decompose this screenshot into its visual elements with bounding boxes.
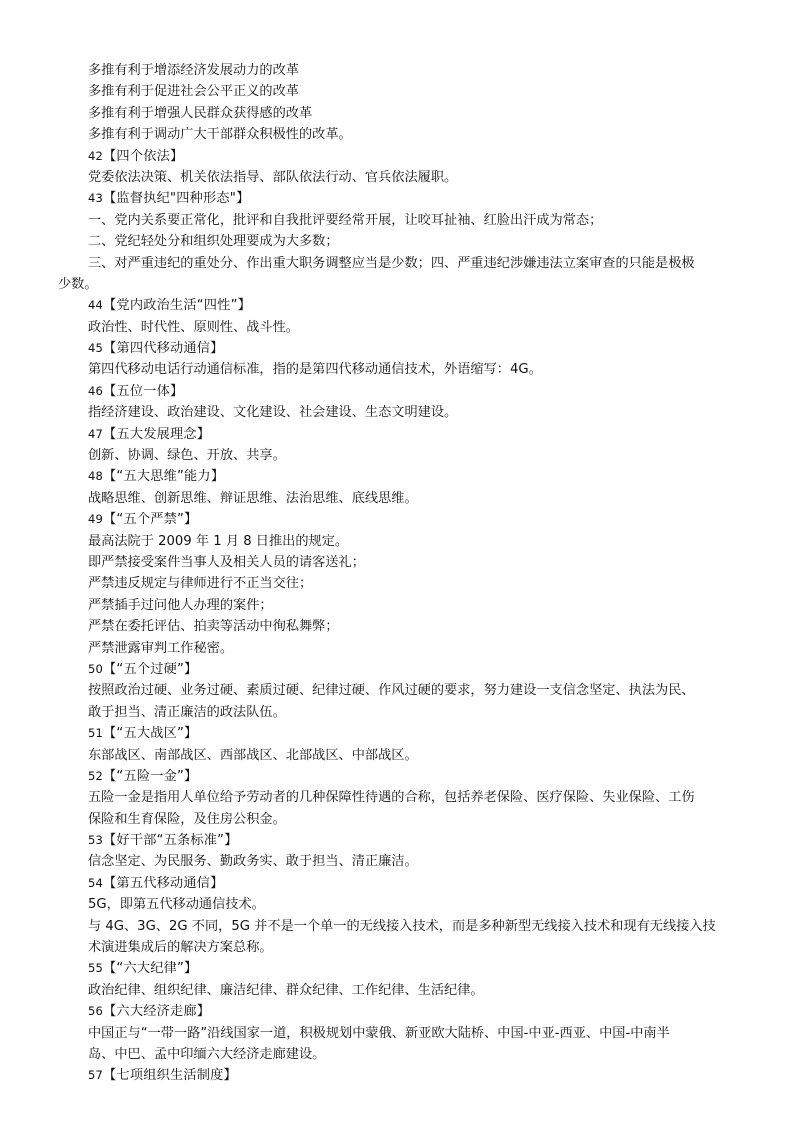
body-text-line: 五险一金是指用人单位给予劳动者的几种保障性待遇的合称，包括养老保险、医疗保险、失业保险、工伤: [88, 790, 695, 806]
section-heading: [0, 830, 794, 851]
body-text-line: 多推有利于促进社会公平正义的改革: [88, 84, 299, 100]
body-text-line: 5G，即第五代移动通信技术。: [88, 897, 265, 913]
section-number: 46: [88, 383, 104, 398]
body-text-line: 二、党纪轻处分和组织处理要成为大多数；: [88, 234, 339, 250]
section-title: 【五大发展理念】: [103, 426, 211, 442]
body-text-line: 敢于担当、清正廉洁的政法队伍。: [88, 704, 286, 720]
section-title: 【“五个过硬”】: [103, 661, 198, 677]
body-text-line: 多推有利于增添经济发展动力的改革: [88, 63, 299, 78]
section-title: 【“五大思维”能力】: [103, 469, 225, 485]
body-text-line: 严禁泄露审判工作秘密。: [88, 640, 234, 656]
body-text-line: 严禁插手过问他人办理的案件；: [88, 597, 273, 613]
section-number: 42: [88, 148, 104, 163]
section-number: 53: [88, 833, 104, 848]
section-title: 【监督执纪"四种形态"】: [103, 191, 250, 207]
section-title: 【七项组织生活制度】: [103, 1068, 237, 1084]
body-text-line: 政治性、时代性、原则性、战斗性。: [88, 319, 299, 335]
section-title: 【“五个严禁”】: [103, 512, 198, 528]
section-number: 47: [88, 426, 104, 441]
section-number: 43: [88, 191, 104, 206]
body-text-line: 指经济建设、政治建设、文化建设、社会建设、生态文明建设。: [88, 405, 458, 421]
section-number: 54: [88, 875, 104, 890]
section-number: 55: [88, 961, 104, 976]
body-text-line: 战略思维、创新思维、辩证思维、法治思维、底线思维。: [88, 490, 418, 506]
section-heading: [0, 466, 794, 487]
section-heading: [0, 509, 794, 530]
section-number: 52: [88, 768, 104, 783]
section-heading: [0, 295, 794, 316]
section-number: 51: [88, 726, 104, 741]
section-number: 49: [88, 512, 104, 527]
section-heading: [0, 958, 794, 979]
body-text-line: 保险和生育保险，及住房公积金。: [88, 811, 286, 827]
body-text-line: 三、对严重违纪的重处分、作出重大职务调整应当是少数；四、严重违纪涉嫌违法立案审查的只能是极极: [88, 255, 695, 271]
section-title: 【六大经济走廊】: [103, 1004, 211, 1020]
section-heading: [0, 1065, 794, 1086]
section-heading: [0, 1001, 794, 1022]
body-text-line: 中国正与“一带一路”沿线国家一道，积极规划中蒙俄、新亚欧大陆桥、中国-中亚-西亚、中国-中南半: [88, 1025, 670, 1041]
section-heading: [0, 188, 794, 209]
body-text-line: 一、党内关系要正常化，批评和自我批评要经常开展，让咬耳扯袖、红脸出汗成为常态；: [88, 212, 603, 228]
body-text-line: 最高法院于 2009 年 1 月 8 日推出的规定。: [88, 533, 349, 549]
section-title: 【“五险一金”】: [103, 768, 198, 784]
body-text-line: 与 4G、3G、2G 不同，5G 并不是一个单一的无线接入技术，而是多种新型无线接入技术和现有无线接入技: [88, 918, 716, 934]
section-number: 45: [88, 341, 104, 356]
body-text-line: 多推有利于增强人民群众获得感的改革: [88, 105, 313, 121]
body-text-line: 东部战区、南部战区、西部战区、北部战区、中部战区。: [88, 747, 418, 763]
body-text-line: 岛、中巴、孟中印缅六大经济走廊建设。: [88, 1046, 326, 1062]
section-heading: [0, 338, 794, 359]
section-heading: [0, 873, 794, 894]
body-text-line: 创新、协调、绿色、开放、共享。: [88, 448, 286, 464]
section-heading: [0, 766, 794, 787]
body-text-line: 即严禁接受案件当事人及相关人员的请客送礼；: [88, 554, 365, 570]
body-text-line: 政治纪律、组织纪律、廉洁纪律、群众纪律、工作纪律、生活纪律。: [88, 982, 484, 998]
section-number: 48: [88, 469, 104, 484]
section-title: 【四个依法】: [103, 148, 184, 164]
document-page: [0, 60, 794, 1087]
body-text-line: 严禁违反规定与律师进行不正当交往；: [88, 576, 313, 592]
section-number: 44: [88, 298, 104, 313]
body-text-line: 信念坚定、为民服务、勤政务实、敢于担当、清正廉洁。: [88, 854, 418, 870]
body-text-line: 术演进集成后的解决方案总称。: [88, 940, 273, 956]
section-title: 【党内政治生活“四性”】: [103, 298, 251, 314]
section-title: 【“六大纪律”】: [103, 961, 198, 977]
section-heading: [0, 381, 794, 402]
body-text-line: 少数。: [58, 276, 98, 292]
body-text-line: 多推有利于调动广大干部群众积极性的改革。: [88, 127, 352, 143]
section-title: 【“五大战区”】: [103, 726, 198, 742]
section-title: 【五位一体】: [103, 383, 184, 399]
section-number: 57: [88, 1068, 104, 1083]
section-number: 56: [88, 1004, 104, 1019]
section-heading: [0, 424, 794, 445]
body-text-line: 第四代移动电话行动通信标准，指的是第四代移动通信技术，外语缩写：4G。: [88, 362, 542, 378]
section-title: 【第五代移动通信】: [103, 875, 224, 891]
section-title: 【第四代移动通信】: [103, 341, 224, 357]
section-title: 【好干部“五条标准”】: [103, 833, 238, 849]
section-heading: [0, 723, 794, 744]
body-text-line: 按照政治过硬、业务过硬、素质过硬、纪律过硬、作风过硬的要求，努力建设一支信念坚定、执法为民、: [88, 683, 695, 699]
section-number: 50: [88, 661, 104, 676]
body-text-line: 严禁在委托评估、拍卖等活动中徇私舞弊；: [88, 619, 339, 635]
body-text-line: 党委依法决策、机关依法指导、部队依法行动、官兵依法履职。: [88, 169, 458, 185]
section-heading: [0, 146, 794, 167]
section-heading: [0, 659, 794, 680]
